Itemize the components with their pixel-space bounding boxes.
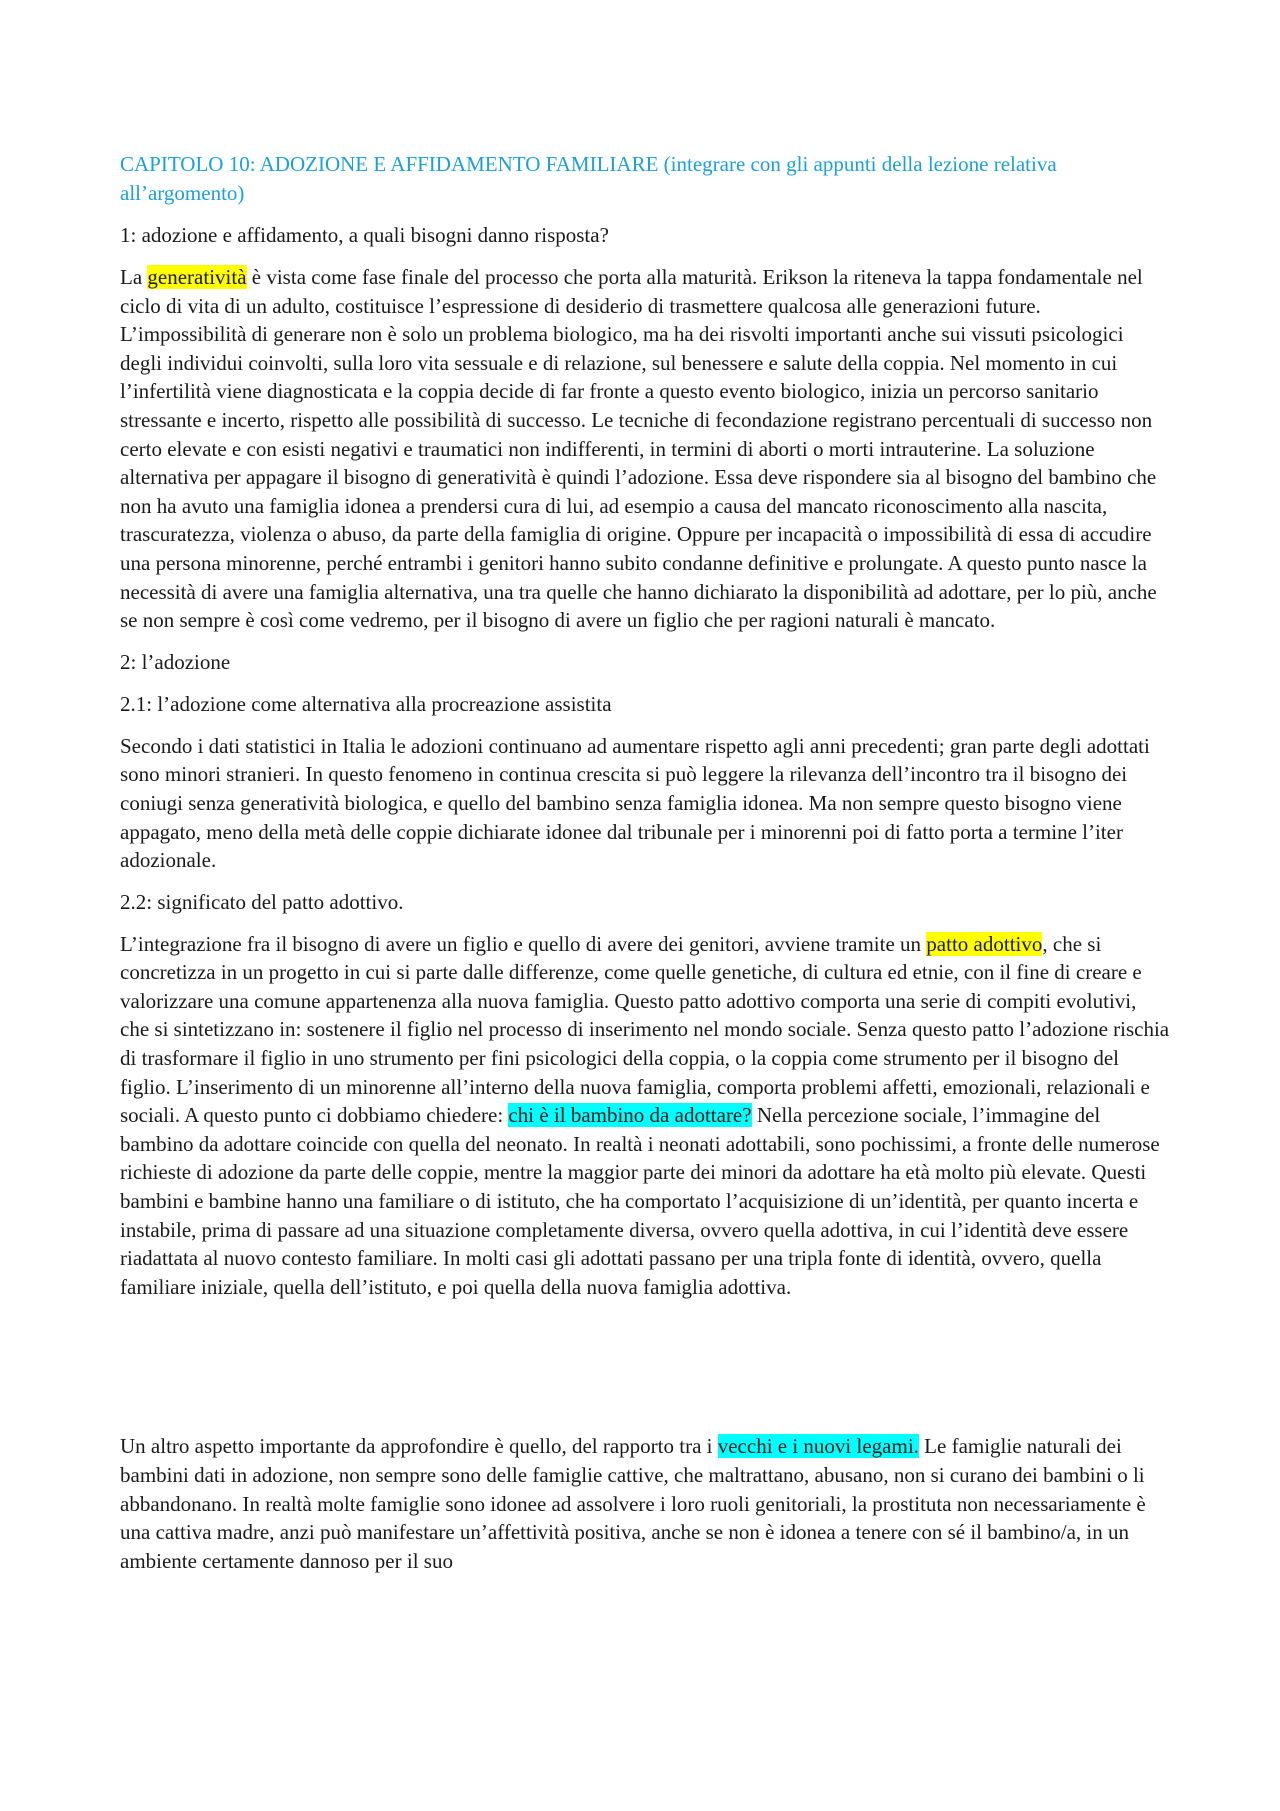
section-2-2-heading: 2.2: significato del patto adottivo. [120, 889, 404, 914]
text-run: La [120, 265, 148, 289]
highlight-generativita: generatività [147, 265, 247, 289]
section-2-1-paragraph: Secondo i dati statistici in Italia le adozioni continuano ad aumentare rispetto agli anni precedenti; gran parte degli adottati sono minori stranieri. In questo fenomeno in continua crescita si può leggere la rilevanza dell’incontro tra il bisogno dei coniugi senza generatività biologica, e quello del bambino senza famiglia idonea. Ma non sempre questo bisogno viene appagato, meno della metà delle coppie dichiarate idonee dal tribunale per i minorenni poi di fatto porta a termine l’iter adozionale. [120, 733, 1150, 873]
text-run: , che si concretizza in un progetto in cui si parte dalle differenze, come quelle genetiche, di cultura ed etnie, con il fine di creare e valorizzare una comune appartenenza alla nuova famiglia. Questo patto adottivo comporta una serie di compiti evolutivi, che si sintetizzano in: sostenere il figlio nel processo di inserimento nel mondo sociale. Senza questo patto l’adozione rischia di trasformare il figlio in uno strumento per fini psicologici della coppia, o la coppia come strumento per il bisogno del figlio. L’inserimento di un minorenne all’interno della nuova famiglia, comporta problemi affetti, emozionali, relazionali e sociali. A questo punto ci dobbiamo chiedere: [120, 931, 1170, 1128]
section-2-2-paragraph [120, 930, 1170, 1302]
text-run: è vista come fase finale del processo che porta alla maturità. Erikson la riteneva la tappa fondamentale nel ciclo di vita di un adulto, costituisce l’espressione di desiderio di trasmettere qualcosa alle generazioni future. L’impossibilità di generare non è solo un problema biologico, ma ha dei risvolti importanti anche sui vissuti psicologici degli individui coinvolti, sulla loro vita sessuale e di relazione, sul benessere e salute della coppia. Nel momento in cui l’infertilità viene diagnosticata e la coppia decide di far fronte a questo evento biologico, inizia un percorso sanitario stressante e incerto, rispetto alle possibilità di successo. Le tecniche di fecondazione registrano percentuali di successo non certo elevate e con esisti negativi e traumatici non indifferenti, in termini di aborti o morti intrauterine. La soluzione alternativa per appagare il bisogno di generatività è quindi l’adozione. Essa deve rispondere sia al bisogno del bambino che non ha avuto una famiglia idonea a prendersi cura di lui, ad esempio a causa del mancato riconoscimento alla nascita, trascuratezza, violenza o abuso, da parte della famiglia di origine. Oppure per incapacità o impossibilità di essa di accudire una persona minorenne, perché entrambi i genitori hanno subito condanne definitive e prolungate. A questo punto nasce la necessità di avere una famiglia alternativa, una tra quelle che hanno dichiarato la disponibilità ad adottare, per lo più, anche se non sempre è così come vedremo, per il bisogno di avere un figlio che per ragioni naturali è mancato. [120, 265, 1157, 633]
blank-space [120, 1314, 1170, 1432]
text-run: Un altro aspetto importante da approfondire è quello, del rapporto tra i [120, 1434, 718, 1459]
text-run: Le famiglie naturali dei bambini dati in adozione, non sempre sono delle famiglie cattive, che maltrattano, abusano, non si curano dei bambini o li abbandonano. In realtà molte famiglie sono idonee ad assolvere i loro ruoli genitoriali, la prostituta non necessariamente è una cattiva madre, anzi può manifestare un’affettività positiva, anche se non è idonea a tenere con sé il bambino/a, in un ambiente certamente dannoso per il suo [120, 1434, 1146, 1573]
section-1-paragraph [120, 263, 1170, 635]
section-1-heading: 1: adozione e affidamento, a quali bisogni danno risposta? [120, 223, 609, 247]
section-2-heading: 2: l’adozione [120, 649, 231, 674]
highlight-chi-e-il-bambino: chi è il bambino da adottare? [508, 1103, 752, 1128]
legami-paragraph [120, 1432, 1170, 1575]
section-2-1-heading: 2.1: l’adozione come alternativa alla procreazione assistita [120, 691, 612, 716]
highlight-patto-adottivo: patto adottivo [926, 931, 1043, 956]
text-run: L’integrazione fra il bisogno di avere un figlio e quello di avere dei genitori, avviene tramite un [120, 931, 927, 956]
text-run: Nella percezione sociale, l’immagine del bambino da adottare coincide con quella del neonato. In realtà i neonati adottabili, sono pochissimi, a fronte delle numerose richieste di adozione da parte delle coppie, mentre la maggior parte dei minori da adottare ha età molto più elevate. Questi bambini e bambine hanno una familiare o di istituto, che ha comportato l’acquisizione di un’identità, per quanto incerta e instabile, prima di passare ad una situazione completamente diversa, ovvero quella adottiva, in cui l’identità deve essere riadattata al nuovo contesto familiare. In molti casi gli adottati passano per una tripla fonte di identità, ovvero, quella familiare iniziale, quella dell’istituto, e poi quella della nuova famiglia adottiva. [120, 1103, 1160, 1299]
document-page [120, 150, 1170, 1588]
highlight-vecchi-nuovi-legami: vecchi e i nuovi legami. [717, 1434, 919, 1459]
chapter-title: CAPITOLO 10: ADOZIONE E AFFIDAMENTO FAMILIARE (integrare con gli appunti della lezione relativa all’argomento) [120, 152, 1057, 205]
